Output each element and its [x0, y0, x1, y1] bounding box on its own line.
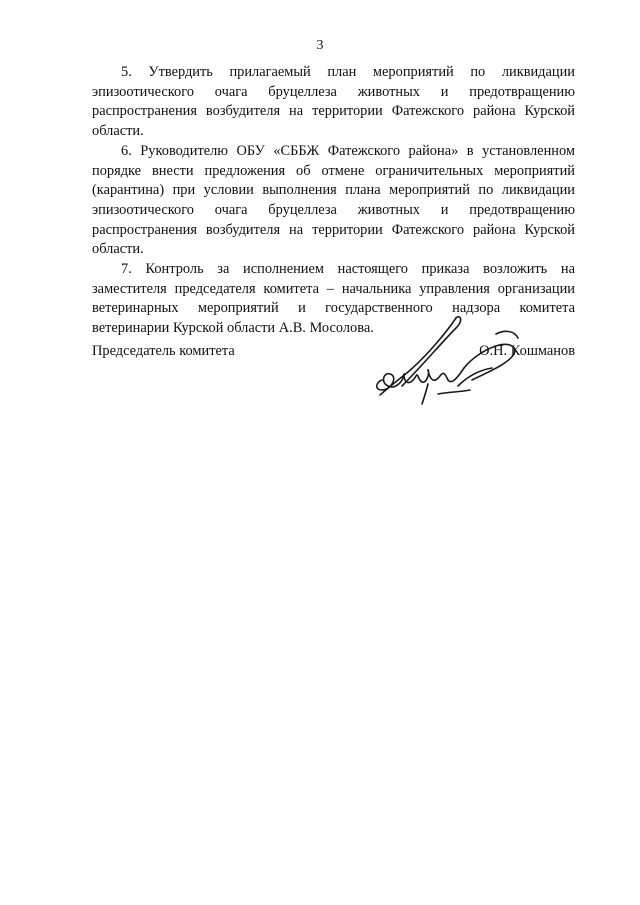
signatory-title: Председатель комитета: [92, 343, 235, 359]
page-number: 3: [316, 38, 324, 53]
paragraph-item-5: 5. Утвердить прилагаемый план мероприятий по ликвидации эпизоотического очага бруцеллеза животных и предотвращению распространения возбудителя на территории Фатежского района Курской области.: [92, 64, 575, 140]
paragraph-item-7: 7. Контроль за исполнением настоящего приказа возложить на заместителя председателя комитета – начальника управления организации ветеринарных мероприятий и государственного надзора комитета ветеринарии Курской области А.В. Мосолова.: [92, 261, 575, 337]
paragraph-item-6: 6. Руководителю ОБУ «СББЖ Фатежского района» в установленном порядке внести предложения об отмене ограничительных мероприятий (карантина) при условии выполнения плана мероприятий по ликвидации эпизоотического очага бруцеллеза животных и предотвращению распространения возбудителя на территории Фатежского района Курской области.: [92, 142, 575, 258]
handwritten-signature: [368, 310, 528, 410]
document-body: [92, 63, 575, 339]
signatory-name: О.Н. Кошманов: [479, 343, 575, 359]
